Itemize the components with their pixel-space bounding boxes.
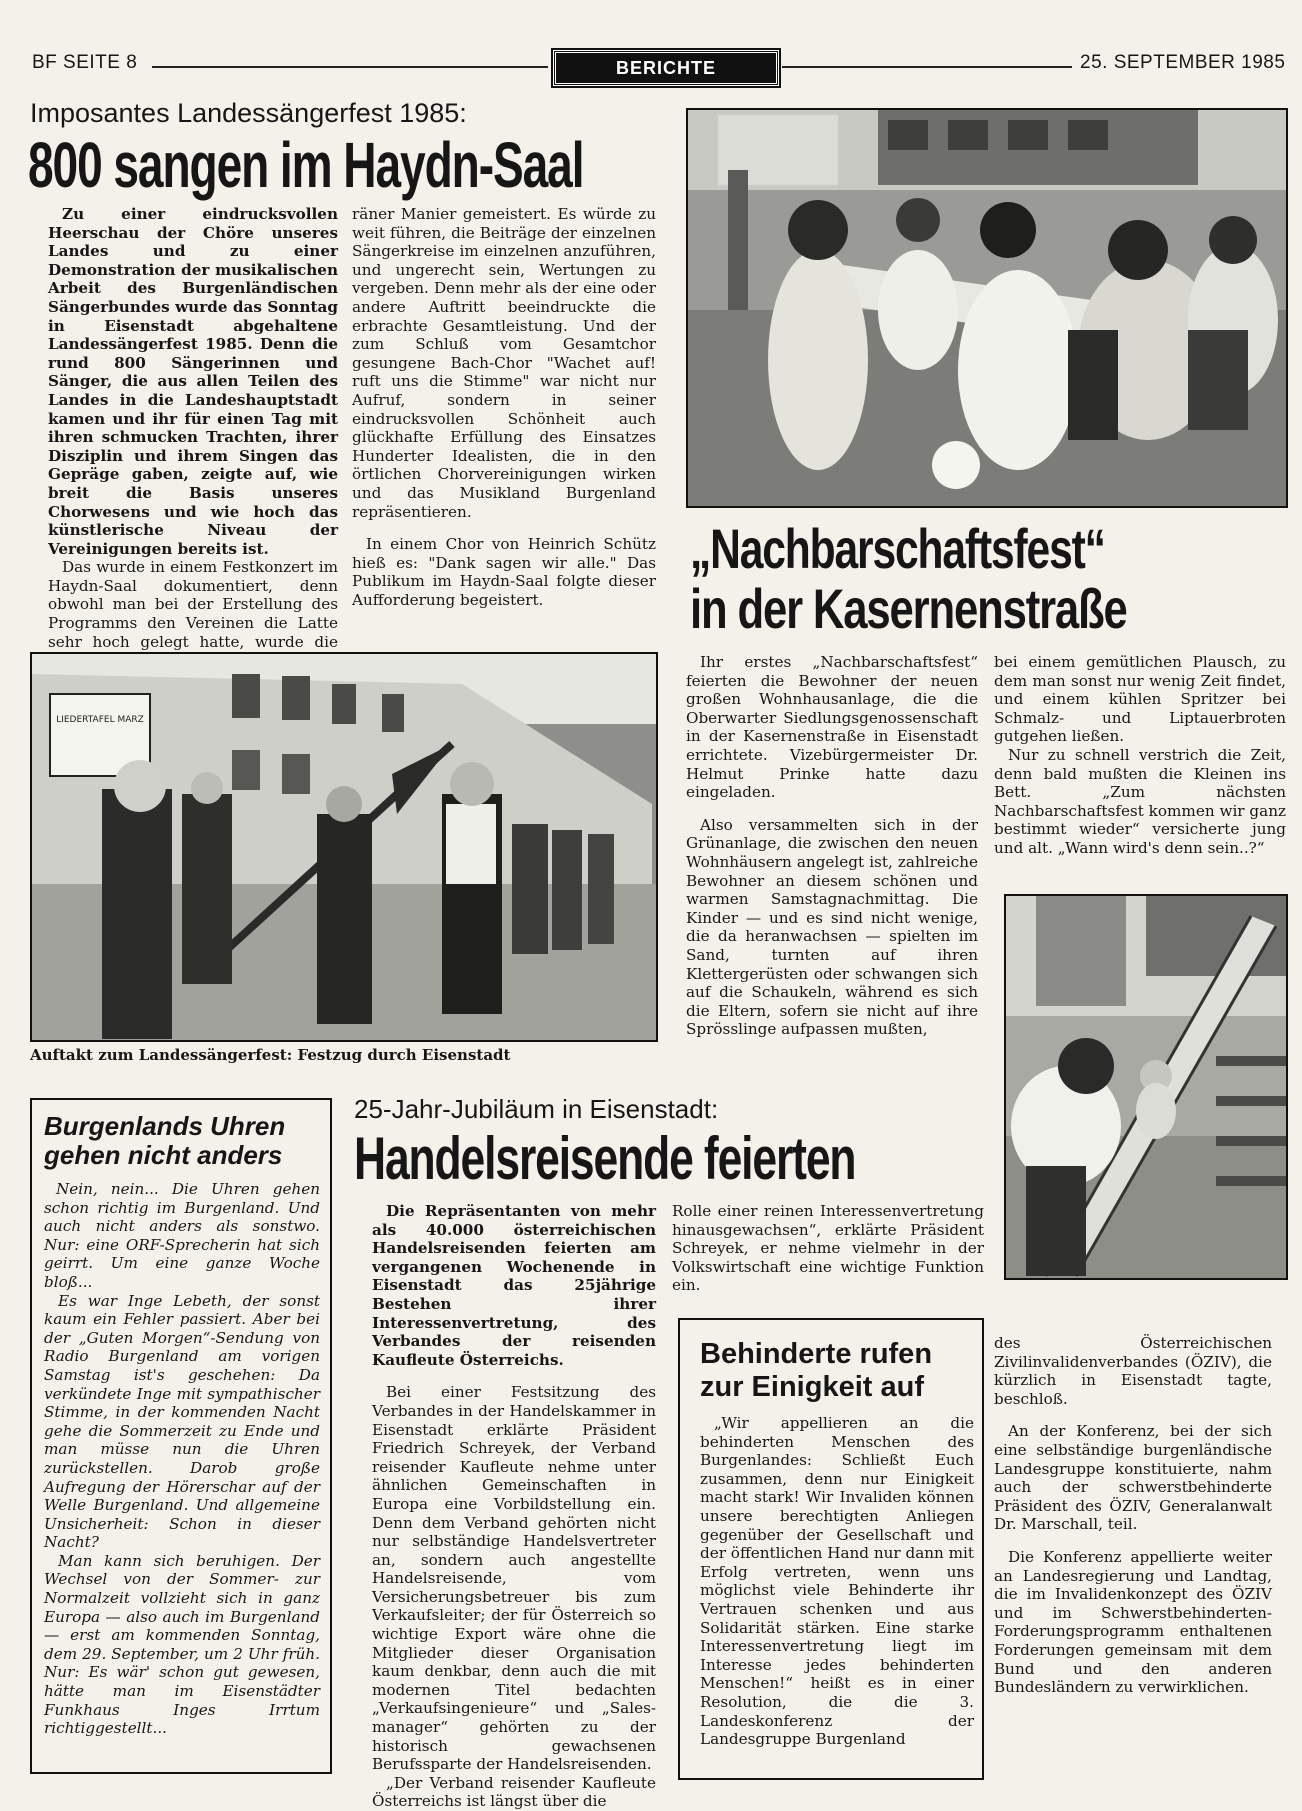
header-rule-left <box>152 66 548 68</box>
parade-photo-graphic <box>32 654 656 1040</box>
article2-column1 <box>686 653 978 1039</box>
box-clocks-paragraph: Nein, nein... Die Uhren gehen schon richtig im Burgenland. Und auch nicht anders als sonstwo. Nur: eine ORF-Sprecherin hat sich geirrt. Um eine ganze Woche bloß... <box>44 1180 320 1291</box>
slide-photo-graphic <box>1006 896 1286 1278</box>
article3-paragraph: Rolle einer reinen Interessenvertretung hinausgewachsen“, erklärte Präsident Schreyek, er nehme vielmehr in der Volkswirtschaft eine wichtige Funktion ein. <box>672 1202 984 1295</box>
article2-headline-line2: in der Kasernenstraße <box>690 577 1127 640</box>
article3-column1 <box>372 1202 656 1811</box>
article1-kicker: Imposantes Landessängerfest 1985: <box>30 98 467 128</box>
article1-paragraph: Das wurde in einem Festkonzert im Haydn-Saal dokumentiert, denn obwohl man bei der Erstellung des Programms den Vereinen die Latte sehr hoch gelegt hatte, wurde die <box>48 558 338 651</box>
article1-paragraph: In einem Chor von Heinrich Schütz hieß es: "Dank sagen wir alle." Das Publikum im Haydn-Saal folgte dieser Aufforderung begeistert. <box>352 535 656 609</box>
box-clocks-paragraph: Man kann sich beruhigen. Der Wechsel von der Sommer- zur Normalzeit vollzieht sich in ganz Europa — also auch im Burgenland — erst am kommenden Sonntag, dem 29. September, um 2 Uhr früh. Nur: Es wär' schon gut gewesen, hätte man im Eisenstädter Funkhaus Inges Irrtum richtiggestellt... <box>44 1551 320 1738</box>
article3-paragraph: „Der Verband reisender Kaufleute Österreichs ist längst über die <box>372 1773 656 1811</box>
photo-neighborhood-party <box>686 108 1288 508</box>
article2-paragraph: bei einem gemütlichen Plausch, zu dem man sonst nur wenig Zeit findet, und einem kühlen Spritzer bei Schmalz- und Liptauerbroten gutgehen ließen. <box>994 653 1286 746</box>
box-disabled-paragraph: „Wir appellieren an die behinderten Menschen des Burgenlandes: Schließt Euch zusammen, denn nur Einigkeit macht stark! Wir Invaliden können unsere berechtigten Anliegen gegenüber der Gesellschaft und der öffentlichen Hand nur dann mit Erfolg vertreten, wenn uns möglichst viele Behinderte ihr Vertrauen schenken und aus Solidarität stärken. Eine starke Interessenvertretung liegt im Interesse jedes behinderten Menschen!“ heißt es in einer Resolution, die die 3. Landeskonferenz der Landesgruppe Burgenland <box>700 1414 975 1749</box>
article3-paragraph: Bei einer Festsitzung des Verbandes in der Handelskammer in Eisenstadt erklärte Präsident Friedrich Schreyek, der Verband reisender Kaufleute nehme unter ähnlichen Gemeinschaften in Europa eine Vorbildstellung ein. Denn dem Verband gehörten nicht nur selbständige Handelsvertreter an, sondern auch angestellte Handelsreisende, vom Versicherungsbetreuer bis zum Verkaufsleiter; der für Österreich so wichtige Export wäre ohne die Mitglieder dieser Organisation kaum denkbar, denn auch die mit modernen Titel bedachten „Verkaufsingenieure“ und „Sales-manager“ gehörten zu der historisch gewachsenen Berufssparte der Handelsreisenden. <box>372 1383 656 1774</box>
box-disabled-column1 <box>700 1414 974 1749</box>
article1-paragraph: räner Manier gemeistert. Es würde zu weit führen, die Beiträge der einzelnen Sängerkreise im einzelnen anzuführen, und ungerecht sein, Wertungen zu vergeben. Denn mehr als der eine oder andere Auftritt beeindruckte die erbrachte Gesamtleistung. Und der zum Schluß vom Gesamtchor gesungene Bach-Chor "Wachet auf! ruft uns die Stimme" war nicht nur Aufruf, sondern in seiner eindrucksvollen Schönheit auch glückhafte Erfüllung des Einsatzes Hunderter Idealisten, die in den örtlichen Chorvereinigungen wirken und das Musikland Burgenland repräsentieren. <box>352 205 656 521</box>
box-disabled-paragraph: des Österreichischen Zivilinvalidenverbandes (ÖZIV), die kürzlich in Eisenstadt tagte, beschloß. <box>994 1334 1272 1408</box>
photo-parade <box>30 652 658 1042</box>
article2-headline-line1: „Nachbarschaftsfest“ <box>690 517 1105 580</box>
parade-caption: Auftakt zum Landessängerfest: Festzug durch Eisenstadt <box>30 1046 511 1064</box>
article1-headline: 800 sangen im Haydn-Saal <box>28 129 584 201</box>
article1-column2 <box>352 205 656 609</box>
box-clocks-text <box>44 1180 320 1738</box>
article1-column1 <box>48 205 338 670</box>
article1-lead: Zu einer eindrucksvollen Heerschau der Chöre unseres Landes und zu einer Demonstration der musikalischen Arbeit des Burgenländischen Sängerbundes wurde das Sonntag in Eisenstadt abgehaltene Landessängerfest 1985. Denn die rund 800 Sängerinnen und Sänger, die aus allen Teilen des Landes in die Landeshauptstadt kamen und ihr für einen Tag mit ihren schmucken Trachten, ihrer Disziplin und ihrem Singen das Gepräge gaben, zeigte auf, wie breit die Basis unseres Chorwesens und wie hoch das künstlerische Niveau der Vereinigungen bereits ist. <box>48 205 338 558</box>
box-disabled-paragraph: An der Konferenz, bei der sich eine selbständige burgenländische Landesgruppe konstituierte, nahm auch der schwerstbehinderte Präsident des ÖZIV, Generalanwalt Dr. Marschall, teil. <box>994 1422 1272 1534</box>
article3-lead: Die Repräsentanten von mehr als 40.000 österreichischen Handelsreisenden feierten am vergangenen Wochenende in Eisenstadt das 25jährige Bestehen ihrer Interessenvertretung, des Verbandes der reisenden Kaufleute Österreichs. <box>372 1202 656 1369</box>
header-rule-right <box>782 66 1072 68</box>
photo-playground-slide <box>1004 894 1288 1280</box>
article3-kicker: 25-Jahr-Jubiläum in Eisenstadt: <box>354 1094 719 1124</box>
issue-date: 25. SEPTEMBER 1985 <box>1080 52 1286 73</box>
section-label: BERICHTE <box>553 50 779 86</box>
banner-sign-text: LIEDERTAFEL MARZ <box>56 715 144 725</box>
article3-headline: Handelsreisende feierten <box>354 1125 856 1192</box>
box-disabled-column2 <box>994 1334 1272 1697</box>
article3-column2 <box>672 1202 984 1295</box>
box-disabled-headline: Behinderte rufen zur Einigkeit auf <box>700 1338 933 1403</box>
article2-paragraph: Nur zu schnell verstrich die Zeit, denn bald mußten die Kleinen ins Bett. „Zum nächsten Nachbarschaftsfest kommen wir ganz bestimmt wieder“ versicherte jung und alt. „Wann wird's denn sein..?“ <box>994 745 1286 857</box>
article2-column2 <box>994 653 1286 858</box>
article2-paragraph: Ihr erstes „Nachbarschaftsfest“ feierten die Bewohner der neuen großen Wohnhausanlage, die die Oberwarter Siedlungsgenossenschaft in der Kasernenstraße in Eisenstadt errichtete. Vizebürgermeister Dr. Helmut Prinke hatte dazu eingeladen. <box>686 653 978 802</box>
box-clocks-paragraph: Es war Inge Lebeth, der sonst kaum ein Fehler passiert. Aber bei der „Guten Morgen“-Sendung von Radio Burgenland am vorigen Samstag ist's geschehen: Da verkündete Inge mit sympathischer Stimme, in der kommenden Nacht gehe die Sommerzeit zu Ende und man müsse nun die Uhren zurückstellen. Darob große Aufregung der Hörerschar auf der Welle Burgenland. Und allgemeine Unsicherheit: Schon in dieser Nacht? <box>44 1291 320 1552</box>
box-disabled-paragraph: Die Konferenz appellierte weiter an Landesregierung und Landtag, die im Invalidenkonzept des ÖZIV und im Schwerstbehinderten-Forderungsprogramm enthaltenen Forderungen gemeinsam mit dem Bund und den anderen Bundesländern zu verwirklichen. <box>994 1547 1272 1697</box>
box-clocks-headline: Burgenlands Uhren gehen nicht anders <box>44 1111 286 1170</box>
article2-paragraph: Also versammelten sich in der Grünanlage, die zwischen den neuen Wohnhäusern angelegt ist, zahlreiche Bewohner an diesem schönen und warmen Samstagnachmittag. Die Kinder — und es sind nicht wenige, die da heranwachsen — spielten im Sand, turnten auf ihren Klettergerüsten oder schwangen sich auf die Schaukeln, während es sich die Eltern, sofern sie nicht auf ihre Sprösslinge aufpassen mußten, <box>686 815 978 1039</box>
party-photo-graphic <box>688 110 1286 506</box>
page-number: BF SEITE 8 <box>32 52 138 73</box>
